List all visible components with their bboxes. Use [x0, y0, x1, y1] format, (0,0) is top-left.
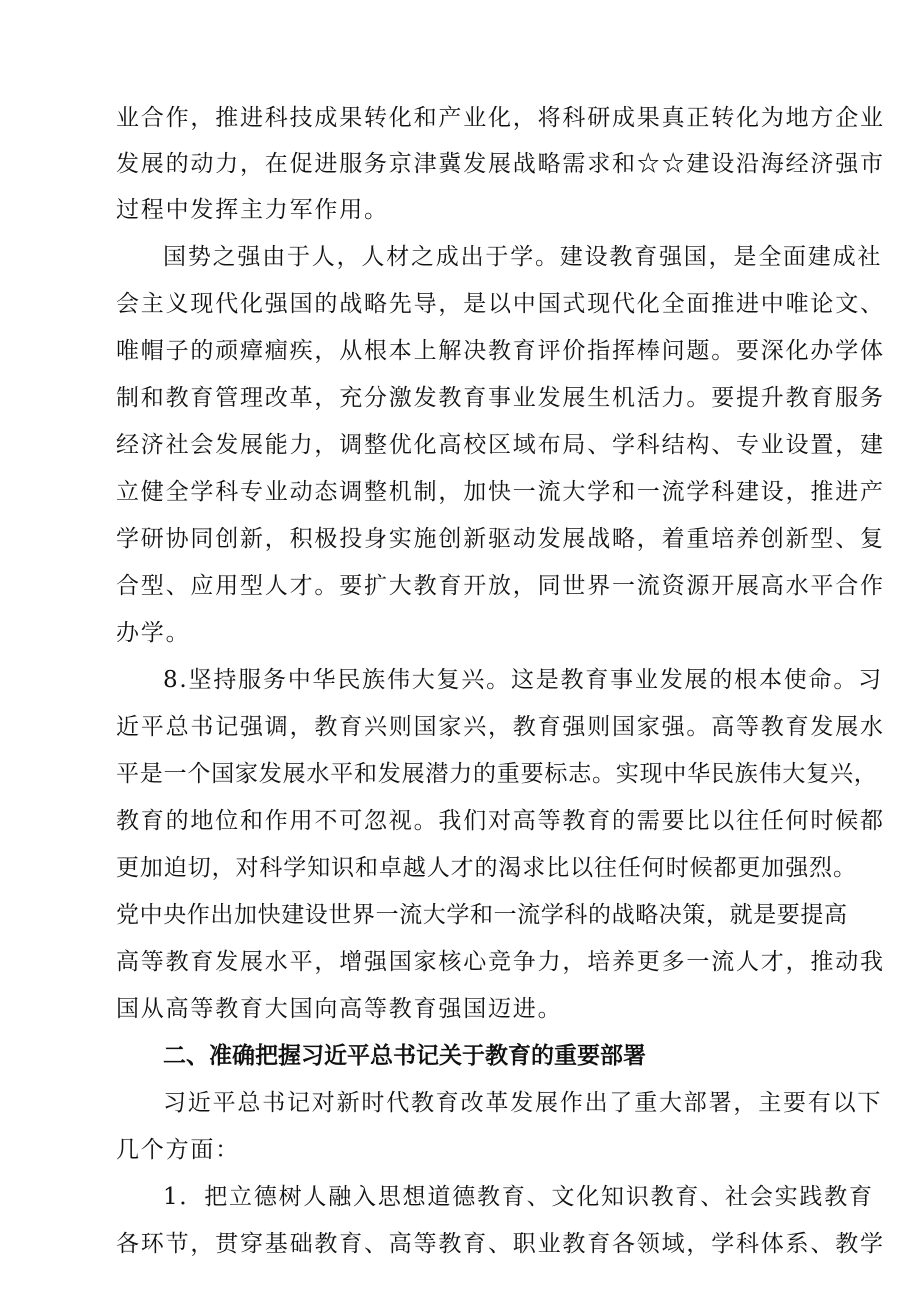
line-text: 1．把立德树人融入思想道德教育、文化知识教育、社会实践教育	[163, 1184, 874, 1210]
body-line	[0, 1180, 920, 1214]
line-text: 平是一个国家发展水平和发展潜力的重要标志。实现中华民族伟大复兴，	[116, 761, 878, 787]
line-text: 几个方面：	[116, 1137, 240, 1163]
body-line	[0, 101, 920, 135]
line-text: 过程中发挥主力军作用。	[116, 197, 389, 223]
line-text: 学研协同创新，积极投身实施创新驱动发展战略，着重培养创新型、复	[116, 526, 885, 552]
line-text: 高等教育发展水平，增强国家核心竞争力，培养更多一流人才，推动我	[116, 949, 885, 975]
line-text: 经济社会发展能力，调整优化高校区域布局、学科结构、专业设置，建	[116, 432, 885, 458]
body-line	[0, 1086, 920, 1120]
body-line	[0, 240, 920, 274]
body-line	[0, 1227, 920, 1261]
body-line	[0, 475, 920, 509]
line-text: 更加迫切，对科学知识和卓越人才的渴求比以往任何时候都更加强烈。	[116, 855, 857, 881]
line-text: 教育的地位和作用不可忽视。我们对高等教育的需要比以往任何时候都	[116, 808, 885, 834]
line-text: 办学。	[116, 620, 191, 646]
line-text: 唯帽子的顽瘴痼疾，从根本上解决教育评价指挥棒问题。要深化办学体	[116, 338, 885, 364]
heading-text: 二、准确把握习近平总书记关于教育的重要部署	[163, 1043, 646, 1069]
line-text: 国从高等教育大国向高等教育强国迈进。	[116, 996, 563, 1022]
body-line	[0, 334, 920, 368]
body-line	[0, 616, 920, 650]
line-text: 各环节，贯穿基础教育、高等教育、职业教育各领域，学科体系、教学	[116, 1231, 885, 1257]
body-line	[0, 710, 920, 744]
body-line	[0, 804, 920, 838]
body-line	[0, 851, 920, 885]
line-text: 立健全学科专业动态调整机制，加快一流大学和一流学科建设，推进产	[116, 479, 885, 505]
body-line	[0, 945, 920, 979]
body-line	[0, 147, 920, 181]
body-line	[0, 381, 920, 415]
body-line	[0, 663, 920, 697]
line-text: 发展的动力，在促进服务京津冀发展战略需求和☆☆建设沿海经济强市	[116, 151, 885, 177]
body-line	[0, 428, 920, 462]
body-line	[0, 287, 920, 321]
body-line	[0, 1133, 920, 1167]
line-text: 会主义现代化强国的战略先导，是以中国式现代化全面推进中唯论文、	[116, 291, 885, 317]
body-line	[0, 898, 920, 932]
body-line	[0, 569, 920, 603]
line-text: 近平总书记强调，教育兴则国家兴，教育强则国家强。高等教育发展水	[116, 714, 885, 740]
line-text: 8.坚持服务中华民族伟大复兴。这是教育事业发展的根本使命。习	[163, 667, 883, 693]
line-text: 习近平总书记对新时代教育改革发展作出了重大部署，主要有以下	[163, 1090, 883, 1116]
line-text: 制和教育管理改革，充分激发教育事业发展生机活力。要提升教育服务	[116, 385, 885, 411]
line-text: 合型、应用型人才。要扩大教育开放，同世界一流资源开展高水平合作	[116, 573, 885, 599]
body-line	[0, 757, 920, 791]
line-text: 业合作，推进科技成果转化和产业化，将科研成果真正转化为地方企业	[116, 105, 885, 131]
body-line	[0, 992, 920, 1026]
line-text: 国势之强由于人，人材之成出于学。建设教育强国，是全面建成社	[163, 244, 883, 270]
body-line	[0, 522, 920, 556]
section-heading	[0, 1039, 920, 1073]
line-text: 党中央作出加快建设世界一流大学和一流学科的战略决策，就是要提高	[116, 902, 848, 928]
body-line	[0, 193, 920, 227]
